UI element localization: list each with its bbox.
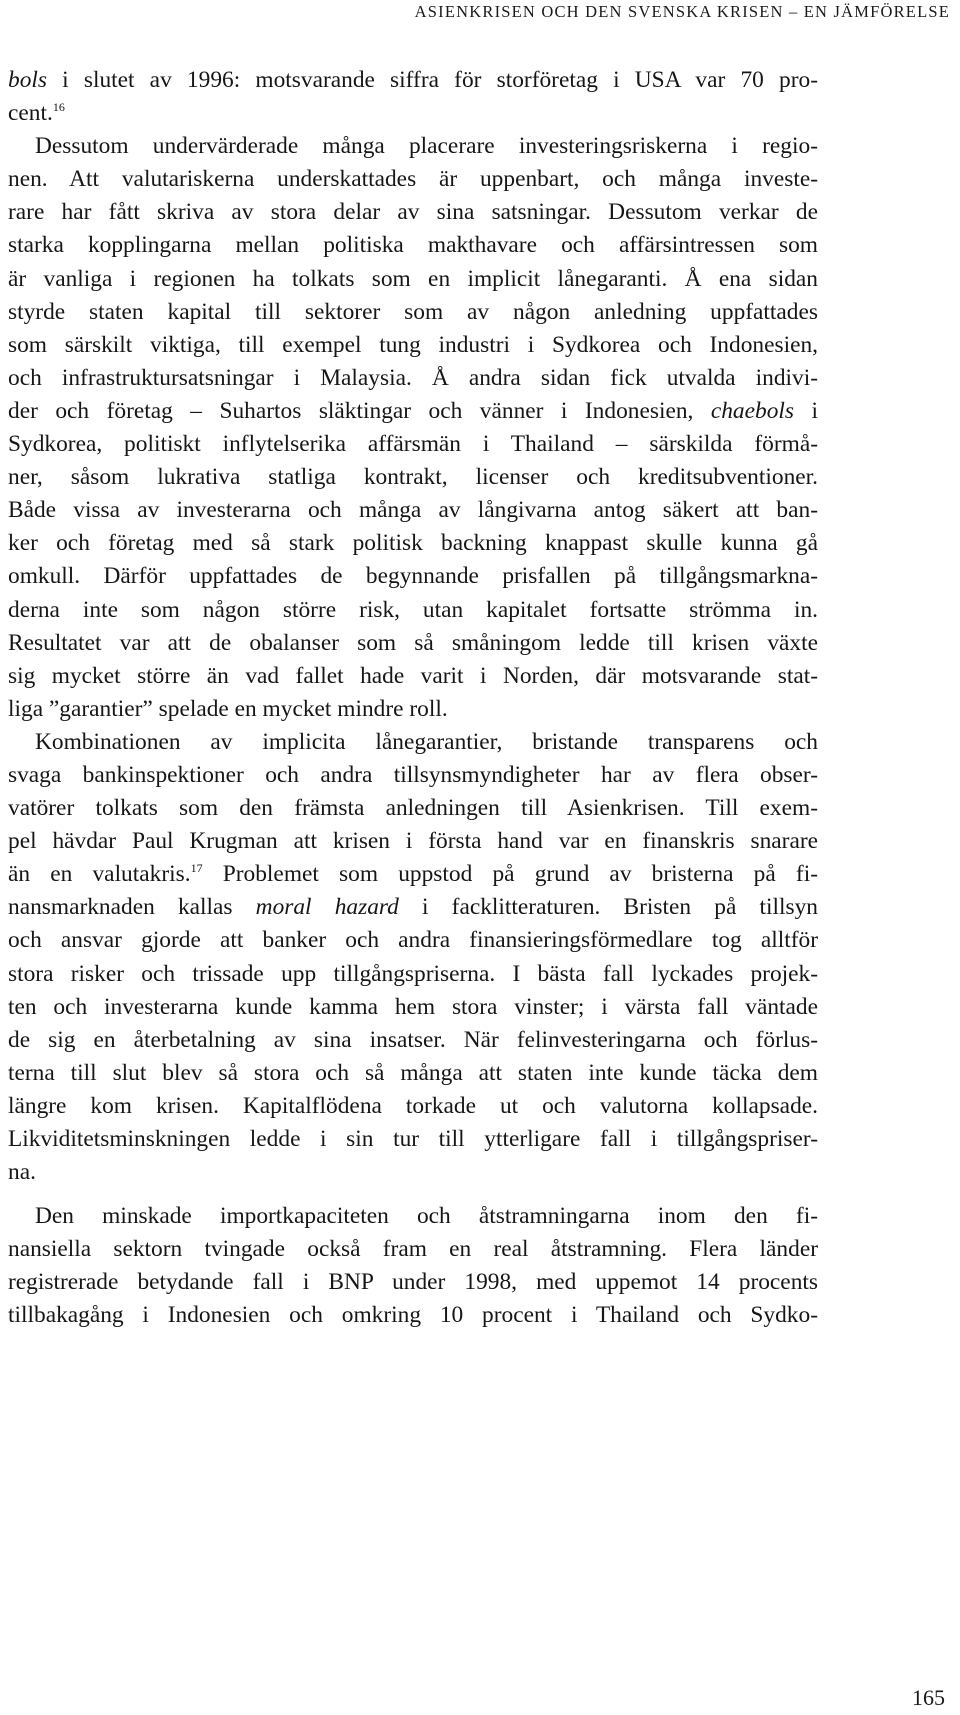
text-line: [8, 1090, 818, 1123]
text-line: [8, 229, 818, 262]
text-line: [8, 1156, 818, 1189]
text-run: ker och företag med så stark politisk backning knappast skulle kunna gå: [8, 530, 818, 557]
text-line: [8, 395, 818, 428]
text-run: de sig en återbetalning av sina insatser. När felinvesteringarna och förlus-: [8, 1026, 818, 1053]
text-line: [8, 130, 818, 163]
italic-term: chaebols: [710, 397, 794, 424]
text-run: nansiella sektorn tvingade också fram en real åtstramning. Flera länder: [8, 1236, 818, 1263]
text-run: ner, såsom lukrativa statliga kontrakt, licenser och kreditsubventioner.: [8, 464, 818, 491]
text-run: der och företag – Suhartos släktingar och vänner i Indonesien,: [8, 397, 711, 424]
text-run: Den minskade importkapaciteten och åtstramningarna inom den fi-: [35, 1203, 818, 1230]
text-run: vatörer tolkats som den främsta anledningen till Asienkrisen. Till exem-: [8, 795, 818, 822]
text-run: ten och investerarna kunde kamma hem stora vinster; i värsta fall väntade: [8, 993, 818, 1020]
text-line: [8, 825, 818, 858]
text-run: Både vissa av investerarna och många av långivarna antog säkert att ban-: [8, 497, 818, 524]
italic-term: bols: [8, 67, 47, 93]
text-run: cent.: [8, 100, 53, 127]
text-line: [8, 296, 818, 329]
text-run: längre kom krisen. Kapitalflödena torkade ut och valutorna kollapsade.: [8, 1092, 818, 1119]
text-run: terna till slut blev så stora och så många att staten inte kunde täcka dem: [8, 1059, 818, 1086]
text-line: [8, 263, 818, 296]
text-line: [8, 627, 818, 660]
footnote-reference: 17: [190, 861, 203, 876]
text-line: [8, 660, 818, 693]
text-line: [8, 1123, 818, 1156]
text-line: [8, 924, 818, 957]
text-run: i facklitteraturen. Bristen på tillsyn: [398, 894, 818, 921]
text-line: [8, 858, 818, 891]
text-run: Kombinationen av implicita lånegarantier, bristande transparens och: [35, 728, 818, 755]
text-line: [8, 97, 818, 130]
text-line: [8, 594, 818, 627]
text-line: [8, 64, 818, 97]
text-run: nansmarknaden kallas: [8, 894, 256, 921]
text-line: [8, 792, 818, 825]
text-run: na.: [8, 1159, 36, 1186]
text-run: i slutet av 1996: motsvarande siffra för storföretag i USA var 70 pro-: [47, 67, 818, 93]
text-line: [8, 428, 818, 461]
text-line: [8, 461, 818, 494]
text-run: i: [794, 397, 818, 424]
text-run: omkull. Därför uppfattades de begynnande prisfallen på tillgångsmarkna-: [8, 563, 818, 590]
text-line: [8, 1200, 818, 1233]
body-text: [8, 64, 818, 1333]
text-run: Problemet som uppstod på grund av bristerna på fi-: [202, 861, 818, 888]
text-run: stora risker och trissade upp tillgångspriserna. I bästa fall lyckades projek-: [8, 960, 818, 987]
text-line: [8, 1233, 818, 1266]
text-line: [8, 1057, 818, 1090]
text-run: sig mycket större än vad fallet hade varit i Norden, där motsvarande stat-: [8, 662, 818, 689]
text-run: än en valutakris.: [8, 861, 191, 888]
running-head: ASIENKRISEN OCH DEN SVENSKA KRISEN – EN JÄMFÖRELSE: [414, 2, 950, 21]
text-run: derna inte som någon större risk, utan kapitalet fortsatte strömma in.: [8, 596, 818, 623]
text-line: [8, 693, 818, 726]
text-line: [8, 527, 818, 560]
text-line: [8, 1266, 818, 1299]
text-line: [8, 163, 818, 196]
text-run: registrerade betydande fall i BNP under 1998, med uppemot 14 procents: [8, 1269, 818, 1296]
text-line: [8, 560, 818, 593]
text-line: [8, 991, 818, 1024]
text-run: nen. Att valutariskerna underskattades är uppenbart, och många investe-: [8, 166, 818, 193]
text-line: [8, 362, 818, 395]
page-number: 165: [912, 1685, 945, 1710]
text-run: rare har fått skriva av stora delar av sina satsningar. Dessutom verkar de: [8, 199, 818, 226]
text-line: [8, 1299, 818, 1332]
text-run: Sydkorea, politiskt inflytelserika affärsmän i Thailand – särskilda förmå-: [8, 431, 818, 458]
text-run: Likviditetsminskningen ledde i sin tur till ytterligare fall i tillgångspriser-: [8, 1126, 818, 1152]
text-run: tillbakagång i Indonesien och omkring 10 procent i Thailand och Sydko-: [8, 1302, 818, 1329]
text-run: som särskilt viktiga, till exempel tung industri i Sydkorea och Indonesien,: [8, 331, 818, 358]
text-run: och infrastruktursatsningar i Malaysia. Å andra sidan fick utvalda indivi-: [8, 364, 818, 391]
italic-term: moral hazard: [255, 894, 399, 921]
text-run: starka kopplingarna mellan politiska makthavare och affärsintressen som: [8, 232, 818, 259]
footnote-reference: 16: [52, 100, 65, 115]
text-run: svaga bankinspektioner och andra tillsynsmyndigheter har av flera obser-: [8, 761, 818, 788]
text-line: [8, 196, 818, 229]
text-run: Dessutom undervärderade många placerare investeringsriskerna i regio-: [35, 133, 818, 160]
text-line: [8, 891, 818, 924]
text-line: [8, 329, 818, 362]
text-line: [8, 759, 818, 792]
text-run: liga ”garantier” spelade en mycket mindre roll.: [8, 695, 448, 722]
text-run: pel hävdar Paul Krugman att krisen i första hand var en finanskris snarare: [8, 828, 818, 855]
text-line: [8, 958, 818, 991]
text-run: är vanliga i regionen ha tolkats som en implicit lånegaranti. Å ena sidan: [8, 265, 818, 292]
text-line: [8, 494, 818, 527]
text-run: Resultatet var att de obalanser som så småningom ledde till krisen växte: [8, 629, 818, 656]
text-run: styrde staten kapital till sektorer som av någon anledning uppfattades: [8, 298, 818, 325]
text-line: [8, 1024, 818, 1057]
text-run: och ansvar gjorde att banker och andra finansieringsförmedlare tog alltför: [8, 927, 818, 954]
text-line: [8, 726, 818, 759]
